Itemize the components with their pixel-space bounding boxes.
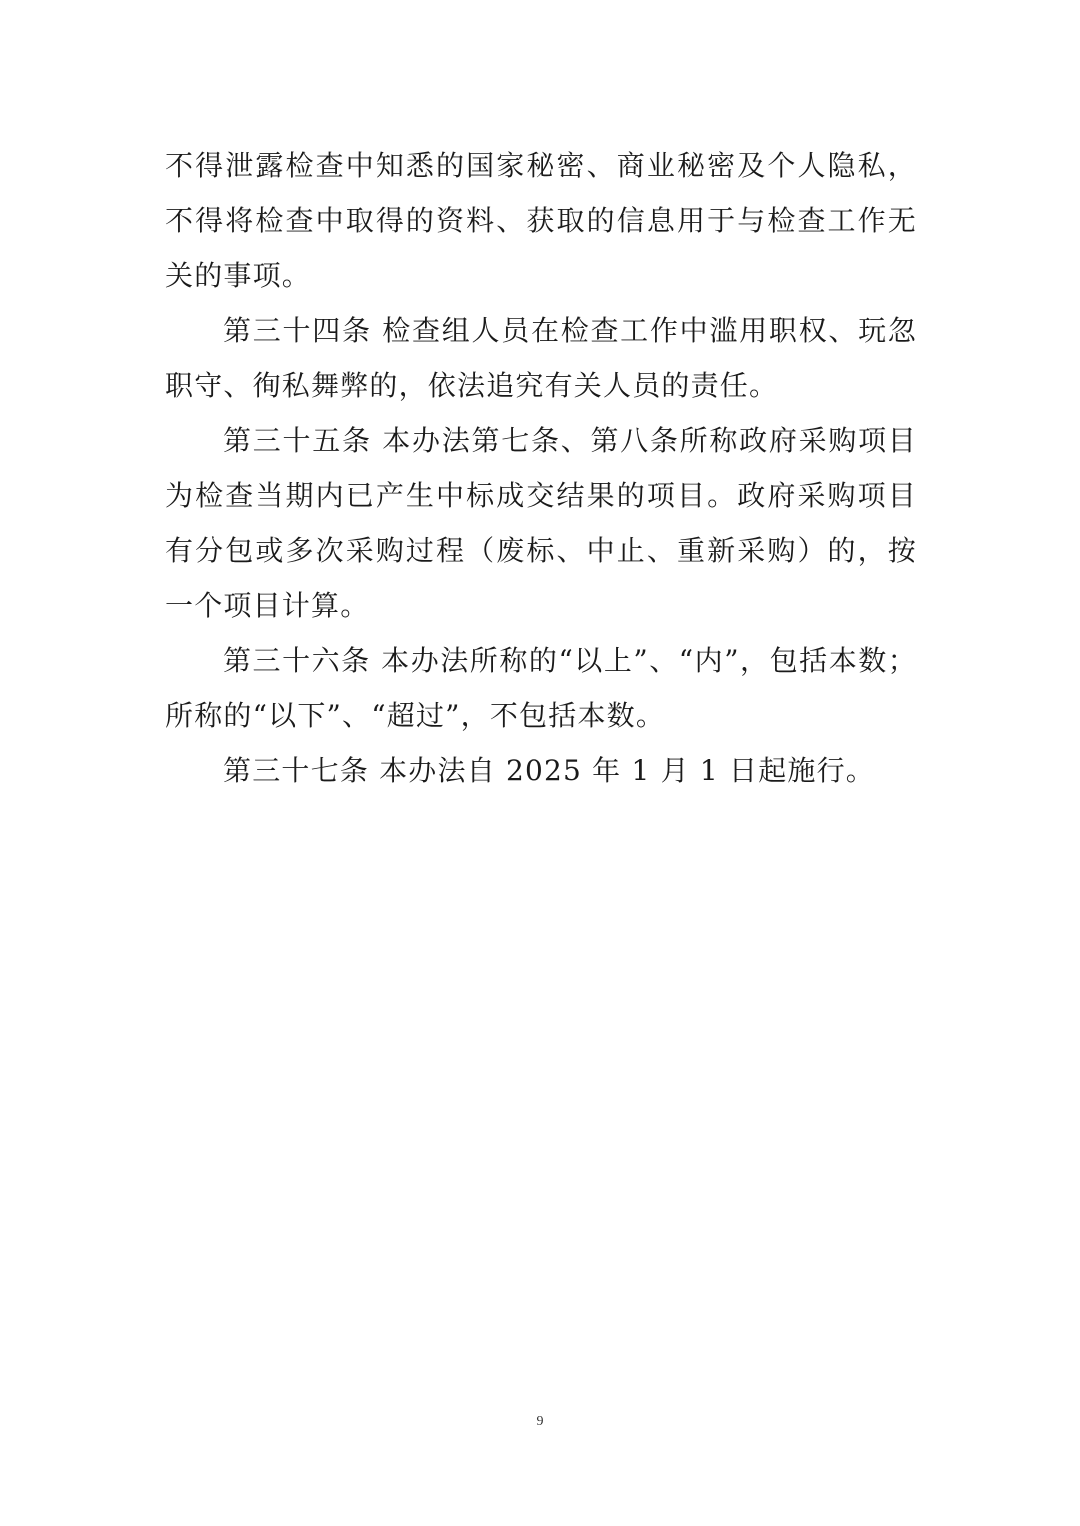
article-35: 第三十五条 本办法第七条、第八条所称政府采购项目为检查当期内已产生中标成交结果的项目。政府采购项目有分包或多次采购过程（废标、中止、重新采购）的，按一个项目计算。: [165, 424, 917, 622]
article-37: 第三十七条 本办法自 2025 年 1 月 1 日起施行。: [223, 754, 875, 787]
article-34: 第三十四条 检查组人员在检查工作中滥用职权、玩忽职守、徇私舞弊的，依法追究有关人员的责任。: [165, 314, 917, 402]
article-36: 第三十六条 本办法所称的“以上”、“内”，包括本数；所称的“以下”、“超过”，不包括本数。: [165, 644, 917, 732]
page-number: 9: [536, 1414, 544, 1429]
paragraph-continuation: 不得泄露检查中知悉的国家秘密、商业秘密及个人隐私，不得将检查中取得的资料、获取的信息用于与检查工作无关的事项。: [165, 149, 917, 292]
document-body: [165, 138, 917, 798]
